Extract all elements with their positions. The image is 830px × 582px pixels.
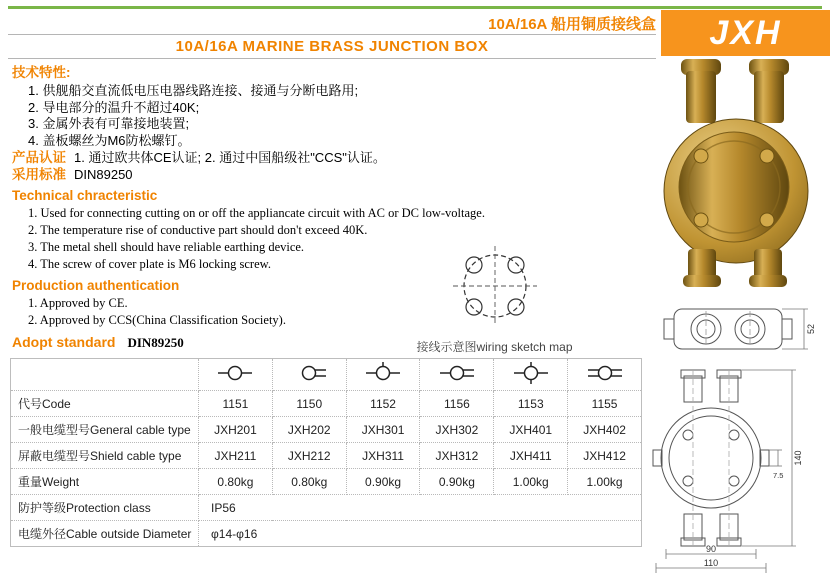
cell-value: 0.90kg	[420, 469, 494, 495]
cell-value: 1150	[272, 391, 346, 417]
row-label: 屏蔽电缆型号Shield cable type	[11, 443, 199, 469]
table-row-symbols	[11, 359, 642, 391]
page-title-en: 10A/16A MARINE BRASS JUNCTION BOX	[175, 38, 489, 55]
dim-top-height: 52	[806, 323, 816, 335]
cell-value: JXH412	[568, 443, 642, 469]
table-row-general-cable	[11, 417, 642, 443]
standard-cn-row	[12, 166, 457, 183]
cell-value: JXH211	[199, 443, 273, 469]
adopt-standard-row	[12, 334, 457, 352]
list-item: 1. 供舰船交直流低电压电器线路连接、接通与分断电路用;	[28, 83, 359, 98]
standard-cn-text: DIN89250	[74, 167, 133, 182]
cell-value: JXH301	[346, 417, 420, 443]
row-label: 重量Weight	[11, 469, 199, 495]
cell-value: 1.00kg	[494, 469, 568, 495]
list-item: 1. Used for connecting cutting on or off the appliancate circuit with AC or DC low-voltage.	[28, 206, 485, 220]
junction-config-icon	[583, 359, 627, 390]
table-corner-cell	[11, 359, 199, 391]
cell-value: 1156	[420, 391, 494, 417]
cell-value: 1153	[494, 391, 568, 417]
cell-value: 1152	[346, 391, 420, 417]
wiring-sketch-caption: 接线示意图wiring sketch map	[416, 340, 573, 354]
cell-value: 0.90kg	[346, 469, 420, 495]
cell-value: 0.80kg	[272, 469, 346, 495]
header-divider-bottom	[8, 58, 656, 59]
list-item: 2. The temperature rise of conductive part should don't exceed 40K.	[28, 223, 368, 237]
cell-value: JXH212	[272, 443, 346, 469]
auth-en-heading: Production authentication	[12, 278, 180, 293]
list-item: 3. 金属外表有可靠接地装置;	[28, 116, 190, 131]
header-divider-top	[8, 34, 656, 35]
cell-value: JXH411	[494, 443, 568, 469]
cert-cn-row	[12, 149, 457, 166]
table-row-protection	[11, 495, 642, 521]
row-label: 防护等级Protection class	[11, 495, 199, 521]
list-item: 1. Approved by CE.	[28, 296, 128, 310]
cell-value: 1151	[199, 391, 273, 417]
dim-lug-height: 7.5	[773, 471, 784, 480]
junction-config-icon	[509, 359, 553, 390]
tech-cn-heading: 技术特性:	[12, 65, 71, 80]
table-row-weight	[11, 469, 642, 495]
table-row-code	[11, 391, 642, 417]
page-title-cn: 10A/16A 船用铜质接线盒	[488, 16, 656, 33]
cell-value: JXH311	[346, 443, 420, 469]
cert-cn-heading: 产品认证	[12, 150, 66, 165]
cell-value: JXH202	[272, 417, 346, 443]
junction-config-icon	[361, 359, 405, 390]
cell-value: JXH402	[568, 417, 642, 443]
wiring-sketch-icon	[435, 240, 555, 332]
cell-value: JXH302	[420, 417, 494, 443]
standard-cn-heading: 采用标准	[12, 167, 66, 182]
adopt-standard-heading: Adopt standard	[12, 334, 116, 350]
list-item: 4. 盖板螺丝为M6防松螺钉。	[28, 132, 191, 148]
drawing-front-view	[648, 366, 830, 578]
top-green-rule	[8, 6, 822, 9]
list-item: 2. 导电部分的温升不超过40K;	[28, 99, 200, 115]
left-column	[12, 64, 485, 352]
drawing-top-view	[658, 293, 826, 363]
cell-value: 1155	[568, 391, 642, 417]
row-label: 电缆外径Cable outside Diameter	[11, 521, 199, 547]
row-label: 一般电缆型号General cable type	[11, 417, 199, 443]
dim-body-width: 90	[705, 544, 717, 554]
list-item: 2. Approved by CCS(China Classification Society).	[28, 313, 286, 327]
dim-overall-width: 110	[703, 558, 719, 568]
adopt-standard-value: DIN89250	[127, 335, 184, 350]
table-row-cable-diameter	[11, 521, 642, 547]
cell-value: 0.80kg	[199, 469, 273, 495]
dim-front-height: 140	[793, 450, 803, 466]
junction-config-icon	[435, 359, 479, 390]
cell-value: φ14-φ16	[199, 521, 642, 547]
cell-value: JXH312	[420, 443, 494, 469]
cell-value: JXH201	[199, 417, 273, 443]
junction-config-icon	[213, 359, 257, 390]
product-photo-junction-box	[648, 57, 830, 289]
list-item: 3. The metal shell should have reliable earthing device.	[28, 240, 305, 254]
spec-table	[10, 358, 642, 547]
tech-en-heading: Technical chracteristic	[12, 188, 158, 203]
table-row-shield-cable	[11, 443, 642, 469]
cell-value: IP56	[199, 495, 642, 521]
list-item: 4. The screw of cover plate is M6 locking screw.	[28, 257, 271, 271]
cert-cn-text: 1. 通过欧共体CE认证; 2. 通过中国船级社"CCS"认证。	[74, 150, 386, 165]
brand-badge: JXH	[661, 10, 830, 56]
cell-value: 1.00kg	[568, 469, 642, 495]
cell-value: JXH401	[494, 417, 568, 443]
wiring-sketch-figure	[412, 240, 577, 355]
row-label: 代号Code	[11, 391, 199, 417]
junction-config-icon	[287, 359, 331, 390]
